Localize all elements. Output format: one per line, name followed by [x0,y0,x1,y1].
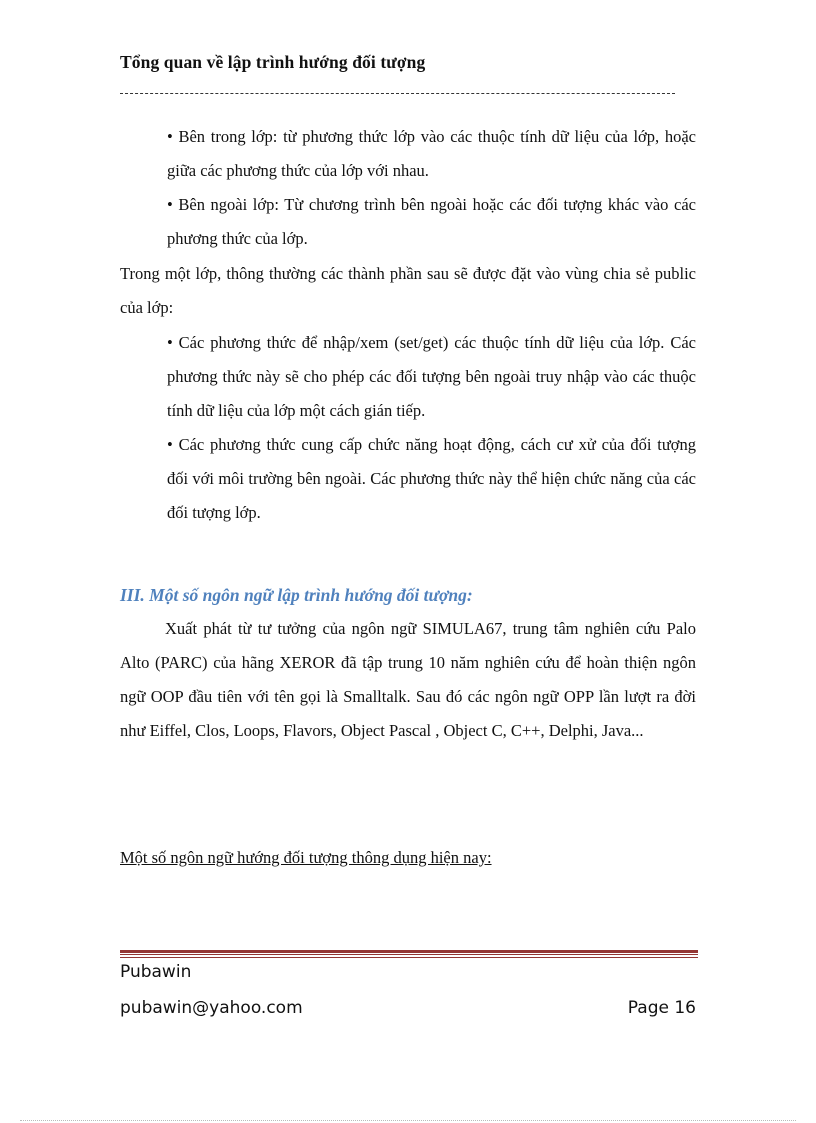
bullet-item: • Các phương thức cung cấp chức năng hoạt động, cách cư xử của đối tượng đối với môi trường bên ngoài. Các phương thức này thể hiện chức năng của các đối tượng lớp. [167,435,696,522]
footer-email: pubawin@yahoo.com [120,998,303,1018]
page-number: Page 16 [627,998,696,1018]
bullet-list-2 [167,326,696,530]
header-divider [120,93,675,94]
subheading: Một số ngôn ngữ hướng đối tượng thông dụng hiện nay: [120,848,492,867]
bullet-list-1 [167,120,696,256]
section-heading: III. Một số ngôn ngữ lập trình hướng đối tượng: [120,585,473,605]
paragraph [120,257,696,325]
footer-author: Pubawin [120,962,192,982]
footer-divider [120,950,698,958]
paragraph-text: Xuất phát từ tư tưởng của ngôn ngữ SIMULA67, trung tâm nghiên cứu Palo Alto (PARC) của hãng XEROR đã tập trung 10 năm nghiên cứu để hoàn thiện ngôn ngữ OOP đầu tiên với tên gọi là Smalltalk. Sau đó các ngôn ngữ OPP lần lượt ra đời như Eiffel, Clos, Loops, Flavors, Object Pascal , Object C, C++, Delphi, Java... [120,619,696,740]
section-paragraph [120,612,696,748]
bullet-item: • Bên trong lớp: từ phương thức lớp vào các thuộc tính dữ liệu của lớp, hoặc giữa các phương thức của lớp với nhau. [167,127,696,180]
paragraph-text: Trong một lớp, thông thường các thành phần sau sẽ được đặt vào vùng chia sẻ public của lớp: [120,264,696,317]
header-title: Tổng quan về lập trình hướng đối tượng [120,52,426,72]
bullet-item: • Bên ngoài lớp: Từ chương trình bên ngoài hoặc các đối tượng khác vào các phương thức của lớp. [167,195,696,248]
page-bottom-edge [20,1120,796,1121]
bullet-item: • Các phương thức để nhập/xem (set/get) các thuộc tính dữ liệu của lớp. Các phương thức này sẽ cho phép các đối tượng bên ngoài truy nhập vào các thuộc tính dữ liệu của lớp một cách gián tiếp. [167,333,696,420]
